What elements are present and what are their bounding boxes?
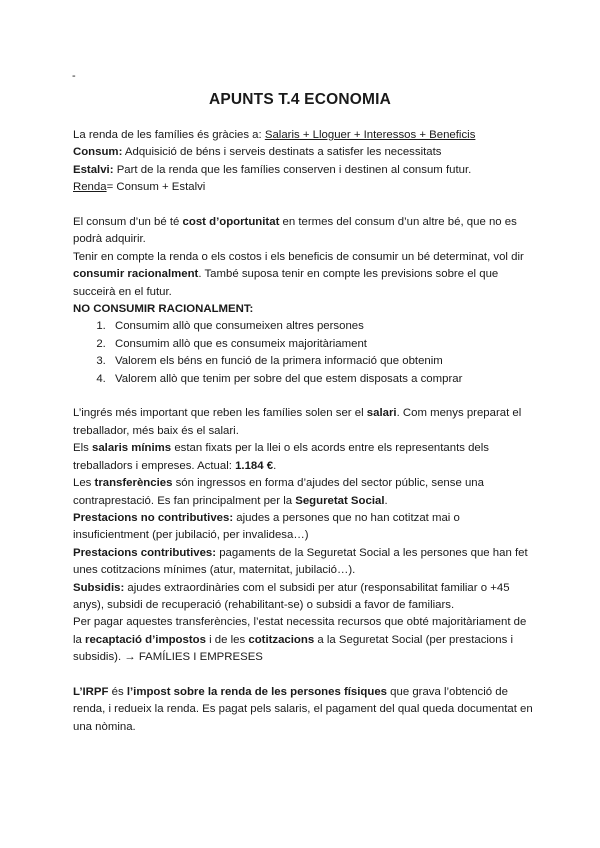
list-item: 2. Consumim allò que es consumeix majoritàriament [109,336,533,353]
stray-dash: - [72,70,76,82]
prestacions-contributives: Prestacions contributives: pagaments de la Seguretat Social a les persones que han fet unes cotitzacions mínimes (atur, maternitat, jubilació…). [73,546,528,577]
renda-sources-line: La renda de les famílies és gràcies a: Salaris + Lloguer + Interessos + Beneficis [73,129,476,141]
cost-oportunitat-paragraph: El consum d’un bé té cost d’oportunitat en termes del consum d’un altre bé, que no es podrà adquirir. [73,216,517,246]
list-item: 1. Consumim allò que consumeixen altres persones [109,318,533,335]
salaris-minims-paragraph: Els salaris mínims estan fixats per la llei o els acords entre els representants dels treballadors i empreses. Actual: 1.184 €. [73,442,489,472]
salari-paragraph: L’ingrés més important que reben les famílies solen ser el salari. Com menys preparat el treballador, més baix és el salari. [73,407,522,437]
subsidis-paragraph: Subsidis: ajudes extraordinàries com el subsidi per atur (responsabilitat familiar o +45 anys), subsidi de recuperació (rehabilitant-se) o subsidi a favor de familiars. [73,581,510,611]
consum-definition: Consum: Adquisició de béns i serveis destinats a satisfer les necessitats [73,146,442,159]
renda-sources: Salaris + Lloguer + Interessos + Beneficis [264,129,476,141]
no-consumir-list [73,318,533,388]
estalvi-definition: Estalvi: Part de la renda que les famílies conserven i destinen al consum futur. [73,163,472,176]
list-item: 3. Valorem els béns en funció de la primera informació que obtenim [109,353,533,370]
document-body [73,127,533,736]
recursos-paragraph: Per pagar aquestes transferències, l’estat necessita recursos que obté majoritàriament de la recaptació d’impostos i de les cotitzacions a la Seguretat Social (per prestacions i subsidis). → FAMÍLIES I EMPRESES [73,616,527,664]
prestacions-no-contributives: Prestacions no contributives: ajudes a persones que no han cotitzat mai o insuficientment (per jubilació, per invalidesa…) [73,511,460,542]
irpf-paragraph: L’IRPF és l’impost sobre la renda de les persones físiques que grava l’obtenció de renda, i redueix la renda. Es pagat pels salaris, el pagament del qual queda documentat en una nòmina. [73,685,533,733]
transferencies-paragraph: Les transferències són ingressos en forma d’ajudes del sector públic, sense una contraprestació. Es fan principalment per la Seguretat Social. [73,477,484,507]
no-consumir-heading: NO CONSUMIR RACIONALMENT: [73,303,254,316]
renda-formula: Renda= Consum + Estalvi [73,181,206,194]
list-item: 4. Valorem allò que tenim per sobre del que estem disposats a comprar [109,371,533,388]
document-title: APUNTS T.4 ECONOMIA [208,91,392,108]
consumir-racionalment-paragraph: Tenir en compte la renda o els costos i els beneficis de consumir un bé determinat, vol dir consumir racionalment. També suposa tenir en compte les previsions sobre el que succeirà en el futur. [73,250,524,298]
